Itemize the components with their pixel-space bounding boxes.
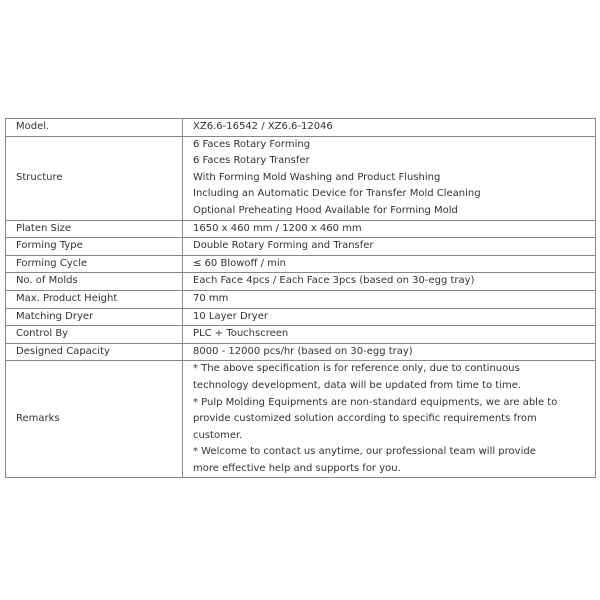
value-line: 6 Faces Rotary Forming <box>193 138 311 150</box>
row-value: 70 mm <box>183 290 596 308</box>
value-line: customer. <box>193 429 243 441</box>
table-row-control-by <box>6 326 596 344</box>
value-line: 6 Faces Rotary Transfer <box>193 155 310 167</box>
row-label: Structure <box>6 136 183 220</box>
spec-table <box>5 118 596 478</box>
row-label: Model. <box>6 119 183 137</box>
table-row-remarks <box>6 361 596 478</box>
value-line: Including an Automatic Device for Transfer Mold Cleaning <box>193 188 481 200</box>
row-label: Matching Dryer <box>6 308 183 326</box>
row-value: 1650 x 460 mm / 1200 x 460 mm <box>183 220 596 238</box>
row-value: Double Rotary Forming and Transfer <box>183 238 596 256</box>
value-line: * The above specification is for reference only, due to continuous <box>193 363 520 375</box>
table-row-structure <box>6 136 596 220</box>
row-value: XZ6.6-16542 / XZ6.6-12046 <box>183 119 596 137</box>
row-label: No. of Molds <box>6 273 183 291</box>
value-line: * Pulp Molding Equipments are non-standard equipments, we are able to <box>193 396 558 408</box>
value-line: provide customized solution according to specific requirements from <box>193 413 537 425</box>
value-line: more effective help and supports for you. <box>193 462 401 474</box>
row-label: Platen Size <box>6 220 183 238</box>
row-label: Remarks <box>6 361 183 478</box>
table-row-model <box>6 119 596 137</box>
value-line: technology development, data will be updated from time to time. <box>193 379 522 391</box>
row-label: Max. Product Height <box>6 290 183 308</box>
row-label: Forming Type <box>6 238 183 256</box>
row-value <box>183 361 596 478</box>
table-row-platen-size <box>6 220 596 238</box>
table-row-designed-capacity <box>6 343 596 361</box>
row-label: Forming Cycle <box>6 255 183 273</box>
value-line: With Forming Mold Washing and Product Flushing <box>193 171 441 183</box>
table-row-no-of-molds <box>6 273 596 291</box>
row-label: Control By <box>6 326 183 344</box>
table-row-max-product-height <box>6 290 596 308</box>
table-row-matching-dryer <box>6 308 596 326</box>
row-value: Each Face 4pcs / Each Face 3pcs (based on 30-egg tray) <box>183 273 596 291</box>
row-value <box>183 136 596 220</box>
row-value: ≤ 60 Blowoff / min <box>183 255 596 273</box>
row-value: PLC + Touchscreen <box>183 326 596 344</box>
table-row-forming-type <box>6 238 596 256</box>
table-row-forming-cycle <box>6 255 596 273</box>
row-value: 8000 - 12000 pcs/hr (based on 30-egg tray) <box>183 343 596 361</box>
value-line: * Welcome to contact us anytime, our professional team will provide <box>193 446 536 458</box>
row-label: Designed Capacity <box>6 343 183 361</box>
row-value: 10 Layer Dryer <box>183 308 596 326</box>
value-line: Optional Preheating Hood Available for Forming Mold <box>193 204 458 216</box>
